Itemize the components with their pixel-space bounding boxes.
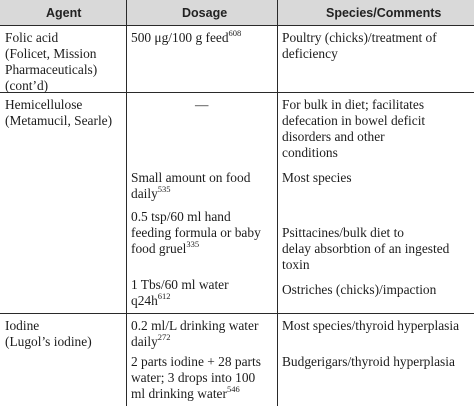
- dosage-line: food gruel$^{335}$: [131, 238, 200, 256]
- agent-line: (Folicet, Mission: [5, 46, 97, 61]
- dosage-line: 1 Tbs/60 ml water: [131, 277, 229, 292]
- species-line: disorders and other: [282, 129, 385, 144]
- dosage-line: feeding formula or baby: [131, 225, 261, 240]
- dosage-cell: 500 μg/100 g feed$^{608}$: [131, 27, 242, 45]
- dosage-line: Small amount on food: [131, 170, 251, 185]
- dosage-line: $q24h^{612}$: [131, 290, 171, 308]
- agent-line: (Lugol’s iodine): [5, 334, 92, 349]
- species-line: Ostriches (chicks)/impaction: [282, 282, 437, 297]
- agent-line: Folic acid: [5, 30, 59, 45]
- column-divider: [277, 0, 278, 406]
- dosage-line: daily$^{272}$: [131, 331, 171, 349]
- species-line: For bulk in diet; facilitates: [282, 97, 425, 112]
- species-line: Budgerigars/thyroid hyperplasia: [282, 354, 455, 369]
- dosage-line: 0.5 tsp/60 ml hand: [131, 209, 231, 224]
- agent-line: (Metamucil, Searle): [5, 113, 113, 128]
- header-agent: Agent: [46, 6, 82, 20]
- agent-line: Pharmaceuticals): [5, 62, 98, 77]
- dosage-line: 2 parts iodine + 28 parts: [131, 354, 261, 369]
- dosage-line: ml drinking water$^{546}$: [131, 383, 240, 401]
- agent-line: (cont’d): [5, 78, 49, 93]
- reference-number: 535: [157, 183, 171, 194]
- header-dosage: Dosage: [182, 6, 228, 20]
- agent-line: Iodine: [5, 318, 40, 333]
- species-line: delay absorbtion of an ingested: [282, 241, 450, 256]
- species-line: Most species/thyroid hyperplasia: [282, 318, 460, 333]
- species-line: defecation in bowel deficit: [282, 113, 426, 128]
- table-header: [0, 0, 474, 25]
- reference-number: 612: [157, 290, 171, 301]
- row-divider: [0, 92, 474, 93]
- species-line: conditions: [282, 145, 338, 160]
- agent-line: Hemicellulose: [5, 97, 83, 112]
- species-line: Most species: [282, 170, 352, 185]
- dosage-line: water; 3 drops into 100: [131, 370, 256, 385]
- species-line: Psittacines/bulk diet to: [282, 225, 404, 240]
- species-line: Poultry (chicks)/treatment of: [282, 30, 437, 45]
- reference-number: 335: [186, 238, 200, 249]
- header-species: Species/Comments: [326, 6, 442, 20]
- species-line: deficiency: [282, 46, 338, 61]
- column-divider: [126, 0, 127, 406]
- dosage-line: daily$^{535}$: [131, 183, 171, 201]
- row-divider: [0, 313, 474, 314]
- dosage-line: 0.2 ml/L drinking water: [131, 318, 259, 333]
- row-divider: [0, 25, 474, 26]
- reference-number: 546: [226, 383, 240, 394]
- reference-number: 608: [228, 27, 242, 38]
- dosage-dash: —: [195, 97, 209, 112]
- species-line: toxin: [282, 257, 310, 272]
- reference-number: 272: [157, 331, 171, 342]
